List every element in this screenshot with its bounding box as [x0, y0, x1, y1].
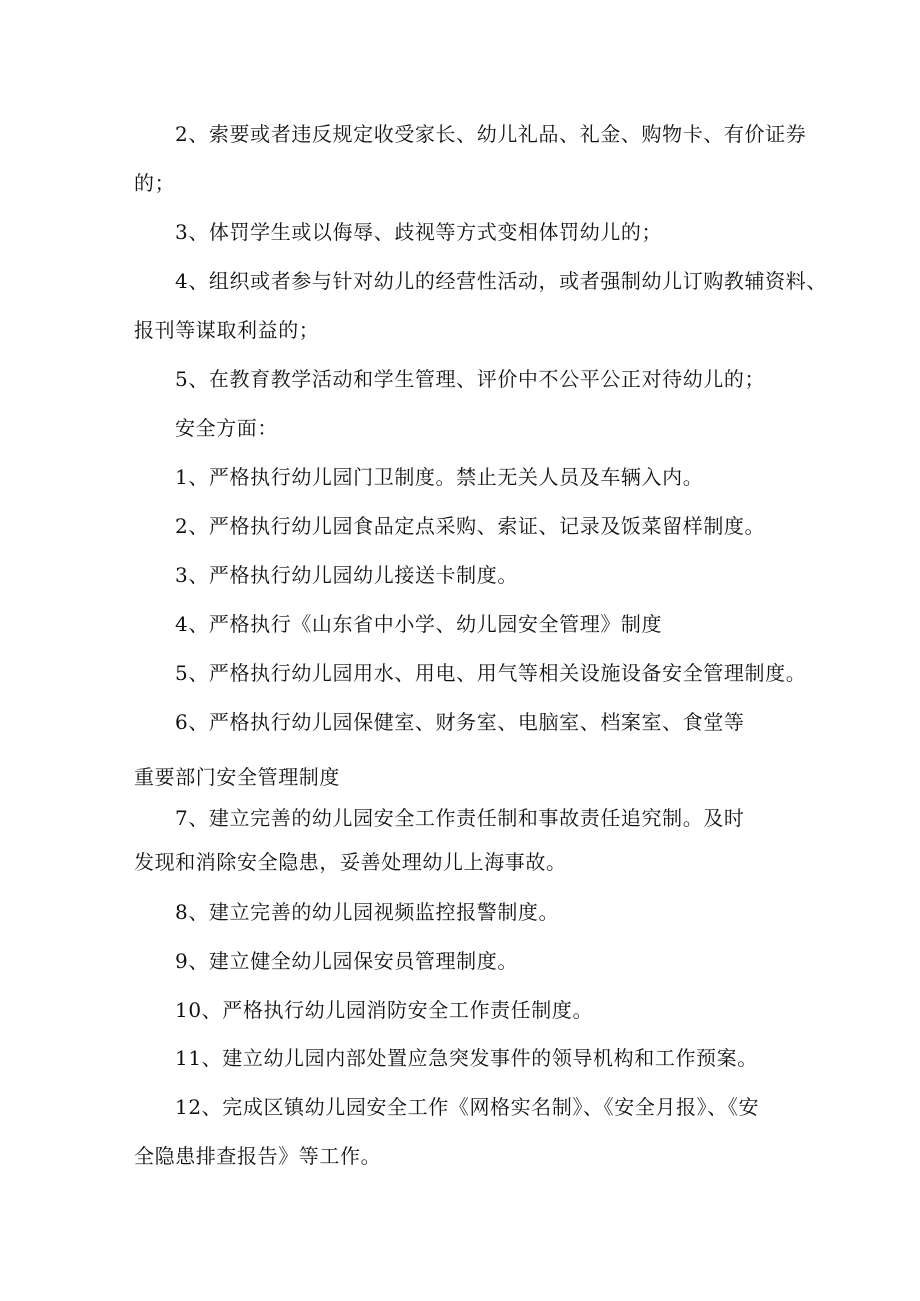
item-3-line: 3、体罚学生或以侮辱、歧视等方式变相体罚幼儿的； — [175, 220, 663, 244]
safety-item-8: 8、建立完善的幼儿园视频监控报警制度。 — [175, 900, 560, 924]
safety-item-1: 1、严格执行幼儿园门卫制度。禁止无关人员及车辆入内。 — [175, 465, 704, 489]
item-5-line: 5、在教育教学活动和学生管理、评价中不公平公正对待幼儿的； — [175, 367, 766, 391]
item-2-line-1: 2、索要或者违反规定收受家长、幼儿礼品、礼金、购物卡、有价证券 — [175, 122, 807, 146]
safety-item-7-line-2: 发现和消除安全隐患，妥善处理幼儿上海事故。 — [134, 850, 567, 874]
section-heading-safety: 安全方面： — [175, 416, 278, 440]
item-2-line-2: 的； — [134, 171, 176, 195]
safety-item-3: 3、严格执行幼儿园幼儿接送卡制度。 — [175, 563, 518, 587]
item-4-line-2: 报刊等谋取利益的； — [134, 318, 320, 342]
safety-item-12-line-1: 12、完成区镇幼儿园安全工作《网格实名制》、《安全月报》、《安 — [175, 1095, 760, 1119]
safety-item-10: 10、严格执行幼儿园消防安全工作责任制度。 — [175, 998, 594, 1022]
safety-item-6-line-1: 6、严格执行幼儿园保健室、财务室、电脑室、档案室、食堂等 — [175, 710, 745, 734]
safety-item-2: 2、严格执行幼儿园食品定点采购、索证、记录及饭菜留样制度。 — [175, 514, 766, 538]
item-4-line-1: 4、组织或者参与针对幼儿的经营性活动，或者强制幼儿订购教辅资料、 — [175, 269, 827, 293]
safety-item-4: 4、严格执行《山东省中小学、幼儿园安全管理》制度 — [175, 612, 663, 636]
safety-item-6-line-2: 重要部门安全管理制度 — [134, 765, 340, 789]
safety-item-11: 11、建立幼儿园内部处置应急突发事件的领导机构和工作预案。 — [175, 1046, 758, 1070]
safety-item-7-line-1: 7、建立完善的幼儿园安全工作责任制和事故责任追究制。及时 — [175, 806, 745, 830]
safety-item-9: 9、建立健全幼儿园保安员管理制度。 — [175, 949, 518, 973]
safety-item-12-line-2: 全隐患排查报告》等工作。 — [134, 1144, 382, 1168]
safety-item-5: 5、严格执行幼儿园用水、用电、用气等相关设施设备安全管理制度。 — [175, 661, 807, 685]
